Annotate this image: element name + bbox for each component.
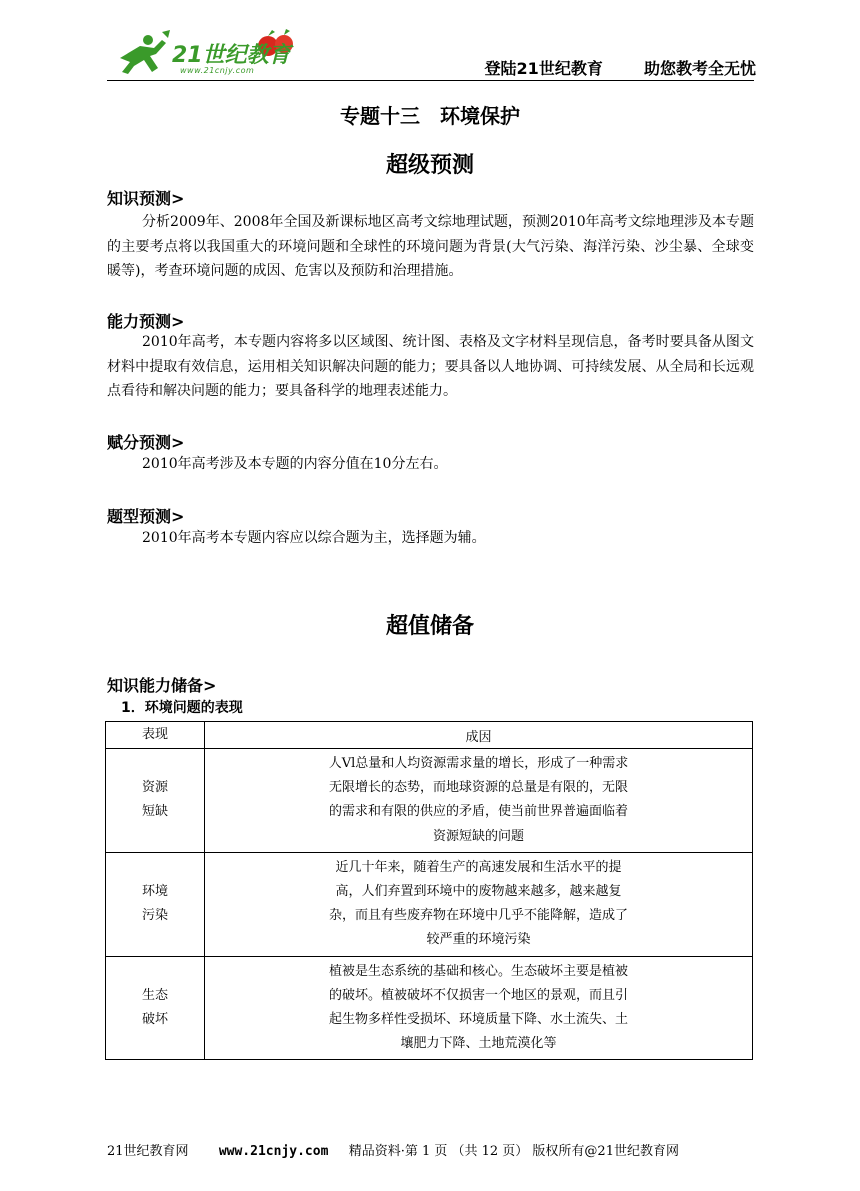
section-paragraph: 分析2009年、2008年全国及新课标地区高考文综地理试题，预测2010年高考文综地理涉及本专题的主要考点将以我国重大的环境问题和全球性的环境问题为背景(大气污染、海洋污染、沙尘暴、全球变暖等)，考查环境问题的成因、危害以及预防和治理措施。 xyxy=(107,214,754,279)
section-heading: 赋分预测> xyxy=(107,433,185,452)
cause-text: 人Vl总量和人均资源需求量的增长，形成了一种需求无限增长的态势，而地球资源的总量是有限的，无限的需求和有限的供应的矛盾，使当前世界普遍面临着资源短缺的问题 xyxy=(328,756,629,844)
logo xyxy=(110,28,310,80)
logo-text: 21世纪教育 xyxy=(172,43,291,68)
header-divider xyxy=(107,80,754,81)
header-slogan xyxy=(485,56,756,79)
table-header: 表现 xyxy=(106,722,205,749)
environment-problems-table xyxy=(105,721,753,1060)
knowledge-subheading: 1．环境问题的表现 xyxy=(121,700,243,716)
table-row-label xyxy=(106,852,205,956)
table-header-row xyxy=(106,722,753,749)
label-line: 生态 xyxy=(141,988,168,1004)
section-title-reserve: 超值储备 xyxy=(385,614,474,639)
section-heading: 能力预测> xyxy=(107,312,185,331)
slogan-left: 登陆21世纪教育 xyxy=(484,59,603,78)
cause-text: 近几十年来，随着生产的高速发展和生活水平的提高，人们弃置到环境中的废物越来越多，越来越复杂，而且有些废弃物在环境中几乎不能降解，造成了较严重的环境污染 xyxy=(328,859,628,948)
section-heading: 题型预测> xyxy=(107,507,185,526)
table-cell-cause xyxy=(205,956,753,1060)
page-footer xyxy=(107,1140,679,1159)
logo-url-text: www.21cnjy.com xyxy=(180,66,255,75)
chapter-title: 专题十三 环境保护 xyxy=(340,104,520,128)
label-line: 资源 xyxy=(141,780,168,796)
label-line: 破坏 xyxy=(141,1012,168,1028)
table-row xyxy=(106,956,753,1060)
footer-info: 精品资料·第 1 页 （共 12 页） 版权所有@21世纪教育网 xyxy=(348,1144,679,1159)
table-cell-cause xyxy=(205,852,753,956)
table-row xyxy=(106,749,753,853)
table-cell-cause xyxy=(205,749,753,853)
table-header: 成因 xyxy=(205,722,753,749)
table-row xyxy=(106,852,753,956)
slogan-right: 助您教考全无忧 xyxy=(643,59,756,78)
section-paragraph: 2010年高考，本专题内容将多以区域图、统计图、表格及文字材料呈现信息，备考时要具备从图文材料中提取有效信息，运用相关知识解决问题的能力；要具备以人地协调、可持续发展、从全局和长远观点看待和解决问题的能力；要具备科学的地理表述能力。 xyxy=(107,334,754,399)
section-heading: 知识预测> xyxy=(107,189,185,208)
cause-text: 植被是生态系统的基础和核心。生态破坏主要是植被的破坏。植被破坏不仅损害一个地区的景观，而且引起生物多样性受损坏、环境质量下降、水土流失、土壤肥力下降、土地荒漠化等 xyxy=(328,963,628,1052)
section-paragraph: 2010年高考本专题内容应以综合题为主，选择题为辅。 xyxy=(142,530,486,546)
section-paragraph: 2010年高考涉及本专题的内容分值在10分左右。 xyxy=(142,456,448,472)
footer-site: 21世纪教育网 xyxy=(107,1144,189,1159)
section-title-prediction: 超级预测 xyxy=(385,153,474,178)
label-line: 污染 xyxy=(141,908,168,924)
knowledge-heading: 知识能力储备> xyxy=(107,676,217,695)
footer-url[interactable]: www.21cnjy.com xyxy=(218,1144,329,1159)
label-line: 短缺 xyxy=(141,804,168,820)
table-row-label xyxy=(106,749,205,853)
table-row-label xyxy=(106,956,205,1060)
label-line: 环境 xyxy=(141,884,168,900)
